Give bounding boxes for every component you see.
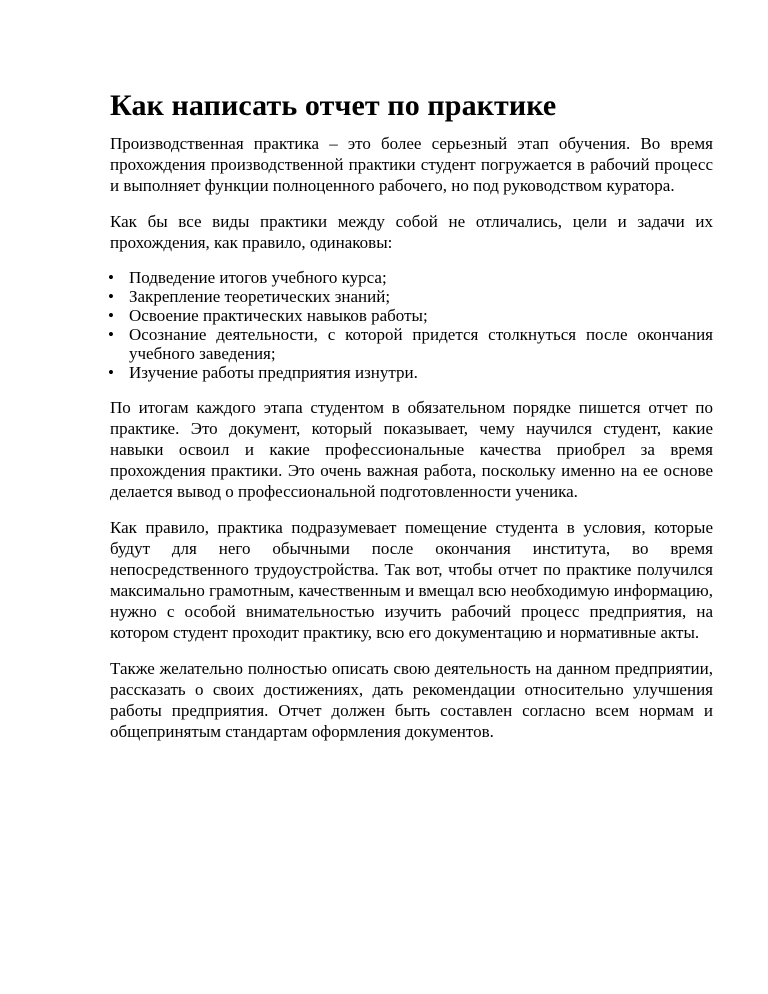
bullet-icon: • xyxy=(108,268,114,287)
page-title: Как написать отчет по практике xyxy=(110,89,557,122)
body-paragraph-3: Также желательно полностью описать свою деятельность на данном предприятии, рассказать о своих достижениях, дать рекомендации относительно улучшения работы предприятия. Отчет должен быть составлен согласно всем нормам и общепринятым стандартам оформления документов. xyxy=(110,659,713,741)
document-page xyxy=(110,88,713,757)
list-item xyxy=(110,268,713,287)
list-item xyxy=(110,325,713,363)
list-item xyxy=(110,287,713,306)
list-item-text: Освоение практических навыков работы; xyxy=(129,306,428,325)
list-item-text: Изучение работы предприятия изнутри. xyxy=(129,363,418,382)
list-item-text: Осознание деятельности, с которой придется столкнуться после окончания учебного заведения; xyxy=(129,325,713,363)
intro-paragraph-1: Производственная практика – это более серьезный этап обучения. Во время прохождения производственной практики студент погружается в рабочий процесс и выполняет функции полноценного рабочего, но под руководством куратора. xyxy=(110,134,713,195)
bullet-icon: • xyxy=(108,287,114,306)
bullet-icon: • xyxy=(108,325,114,344)
intro-paragraph-2: Как бы все виды практики между собой не отличались, цели и задачи их прохождения, как правило, одинаковы: xyxy=(110,212,713,252)
list-item-text: Закрепление теоретических знаний; xyxy=(129,287,391,306)
bullet-icon: • xyxy=(108,363,114,382)
list-item-text: Подведение итогов учебного курса; xyxy=(129,268,387,287)
list-item xyxy=(110,306,713,325)
list-item xyxy=(110,363,713,382)
body-paragraph-1: По итогам каждого этапа студентом в обязательном порядке пишется отчет по практике. Это документ, который показывает, чему научился студент, какие навыки освоил и какие профессиональные качества приобрел за время прохождения практики. Это очень важная работа, поскольку именно на ее основе делается вывод о профессиональной подготовленности ученика. xyxy=(110,398,713,501)
goals-list xyxy=(110,268,713,382)
bullet-icon: • xyxy=(108,306,114,325)
body-paragraph-2: Как правило, практика подразумевает помещение студента в условия, которые будут для него обычными после окончания института, во время непосредственного трудоустройства. Так вот, чтобы отчет по практике получился максимально грамотным, качественным и вмещал всю необходимую информацию, нужно с особой внимательностью изучить рабочий процесс предприятия, на котором студент проходит практику, всю его документацию и нормативные акты. xyxy=(110,518,713,642)
